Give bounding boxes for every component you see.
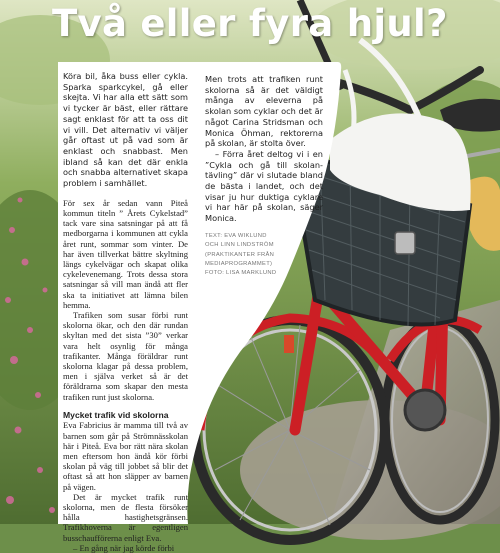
- credit-line: (PRAKTIKANTER FRÅN: [205, 251, 275, 258]
- body-paragraph: Trafiken som susar förbi runt skolorna ökar, och den där rundan skyltan med det sista ”30” verkar vara helt osynlig för många trafikanter. Många föräldrar runt skolorna klagar på dessa problem, men i själva verket så är det föräldrarna som skapar den mesta trafiken runt just skolorna.: [63, 309, 188, 402]
- body-paragraph: Men trots att trafiken runt skolorna så är det väldigt många av eleverna på skolan som cyklar och det är något Carina Stridsman och Monica Öhman, rektorerna på skolan, är stolta över.: [205, 74, 323, 149]
- body-paragraph: För sex år sedan vann Piteå kommun titeln ” Årets Cykelstad” tack vare sina satsningar på att få medborgarna i kommunen att cykla året runt, sommar som vinter. De har även tillverkat bättre skyltning längs cykelvägar och skapat olika cykelevenemang. Trots dessa stora satsningar så vill man ändå att fler ska ta initiativet att lämna bilen hemma.: [63, 197, 188, 310]
- credit-line: MEDIAPROGRAMMET): [205, 260, 273, 267]
- body-paragraph: – Förra året deltog vi i en ”Cykla och gå till skolan-tävling” där vi slutade bland de bästa i landet, och det visar ju hur duktiga cyklare vi har här på skolan, säger Monica.: [205, 148, 323, 224]
- body-paragraph: Eva Fabricius är mamma till två av barnen som går på Strömnässkolan här i Piteå. Eva bor rätt nära skolan men eftersom hon ändå kör förbi skolan på väg till jobbet så blir det oftast så att hon släpper av barnen på vägen.: [63, 420, 188, 492]
- lead-paragraph: Köra bil, åka buss eller cykla. Sparka sparkcykel, gå eller skejta. Vi har alla ett sätt som vi tycker är bäst, eller rättare sagt enklast för att ta oss dit vi vill. Det alternativ vi väljer går oftast ut på vad som är enklast och snabbast. Men ibland så kan det där enkla och snabba alternativet skapa problem i samhället.: [63, 71, 188, 189]
- article-title: Två eller fyra hjul?: [52, 2, 448, 45]
- byline-credits: [205, 232, 295, 278]
- column-left: [63, 71, 188, 553]
- subheading: Mycket trafik vid skolorna: [63, 409, 169, 420]
- body-paragraph: – En gång när jag körde förbi: [73, 542, 175, 553]
- body-paragraph: Det är mycket trafik runt skolorna, men de flesta försöker hålla hastighetsgränsen. Trafikhoverna är egentligen busschaufförerna enligt Eva.: [63, 491, 188, 543]
- credit-line: FOTO: LISA MARKLUND: [205, 270, 277, 277]
- credit-line: OCH LINN LINDSTRÖM: [205, 242, 274, 249]
- credit-line: TEXT: EVA WIKLUND: [205, 233, 267, 239]
